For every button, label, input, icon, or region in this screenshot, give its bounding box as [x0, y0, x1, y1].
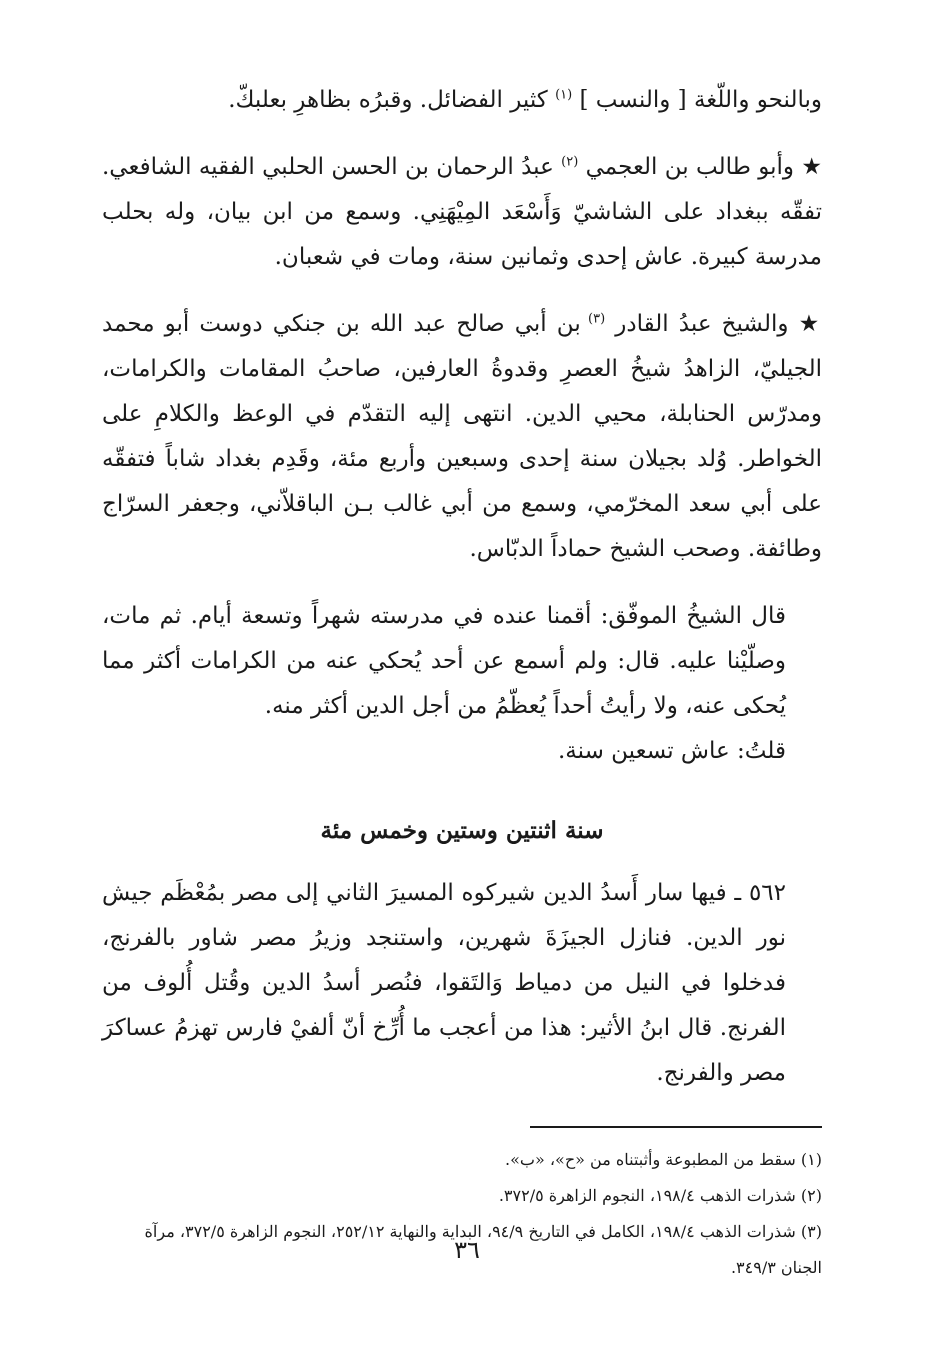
paragraph-2-text: ★ وأبو طالب بن العجمي [585, 154, 822, 180]
footnote-ref-2: (٢) [561, 154, 579, 170]
page-number: ٣٦ [454, 1236, 480, 1264]
footnote-2: (٢) شذرات الذهب ١٩٨/٤، النجوم الزاهرة ٣٧٢/٥. [498, 1186, 822, 1205]
footnote-3: (٣) شذرات الذهب ١٩٨/٤، الكامل في التاريخ ٩٤/٩، البداية والنهاية ٢٥٢/١٢، النجوم الزاهرة ٣٧٢/٥، مرآة الجنان ٣٤٩/٣. [144, 1222, 822, 1277]
paragraph-1 [102, 78, 822, 123]
paragraph-1-text: وبالنحو واللّغة [ والنسب ] [579, 87, 822, 113]
event-paragraph: ٥٦٢ ـ فيها سار أَسدُ الدين شيركوه المسيرَ الثاني إلى مصر بمُعْظَم جيش نور الدين. فنازل الجيزَةَ شهرين، واستنجد وزيرُ مصر شاور بالفرنج، فدخلوا في النيل من دمياط وَالتَقوا، فنُصر أسدُ الدين وقُتل أُلوف من الفرنج. قال ابنُ الأثير: هذا من أعجب ما أُرِّخ أنّ ألفيْ فارس تهزمُ عساكرَ مصر والفرنج. [102, 880, 786, 1086]
footnote-divider [530, 1126, 822, 1128]
footnote-ref-1: (١) [555, 87, 573, 103]
paragraph-4-text: قال الشيخُ الموفّق: أقمنا عنده في مدرسته شهراً وتسعة أيام. ثم مات، وصلّيْنا عليه. قال: ولم أسمع عن أحد يُحكي عنه من الكرامات أكثر مما يُحكى عنه، ولا رأيتُ أحداً يُعظّمُ من أجل الدين أكثر منه. [102, 603, 786, 719]
paragraph-1-text-cont: كثير الفضائل. وقبرُه بظاهرِ بعلبكّ. [228, 87, 556, 113]
paragraph-5-text: قلتُ: عاش تسعين سنة. [557, 738, 786, 764]
footnote-1: (١) سقط من المطبوعة وأثبتناه من «ح»، «ب». [505, 1150, 822, 1169]
paragraph-3-text: ★ والشيخ عبدُ القادر [615, 311, 822, 337]
paragraph-3 [102, 302, 822, 572]
paragraph-3-text-cont: بن أبي صالح عبد الله بن جنكي دوست أبو محمد الجيليّ، الزاهدُ شيخُ العصرِ وقدوةُ العارفين، صاحبُ المقامات والكرامات، ومدرّس الحنابلة، محيي الدين. انتهى إليه التقدّم في الوعظ والكلامِ على الخواطر. وُلد بجيلان سنة إحدى وسبعين وأربع مئة، وقَدِم بغداد شاباً فتفقّه على أبي سعد المخرّمي، وسمع من أبي غالب بـن الباقلاّني، وجعفر السرّاج وطائفة. وصحب الشيخ حماداً الدبّاس. [102, 311, 822, 562]
footnote-ref-3: (٣) [588, 311, 606, 327]
paragraph-2 [102, 145, 822, 280]
paragraph-2-text-cont: عبدُ الرحمان بن الحسن الحلبي الفقيه الشافعي. تفقّه ببغداد على الشاشيّ وَأَسْعَد المِيْهَنِي. وسمع من ابن بيان، وله بحلب مدرسة كبيرة. عاش إحدى وثمانين سنة، ومات في شعبان. [102, 154, 822, 270]
section-heading: سنة اثنتين وستين وخمس مئة [320, 817, 604, 844]
paragraph-4 [102, 594, 822, 729]
paragraph-5 [102, 729, 822, 774]
